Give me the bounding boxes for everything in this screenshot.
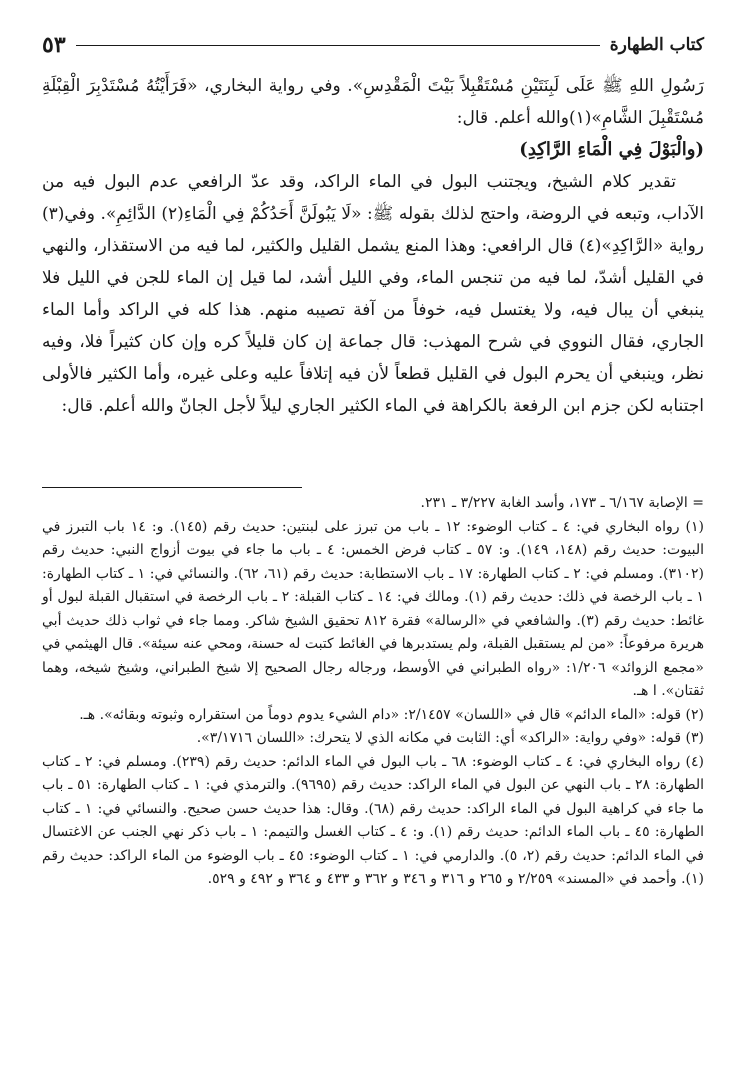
footnote-carryover: = الإصابة ٦/١٦٧ ـ ١٧٣، وأسد الغابة ٣/٢٢٧ ـ ٢٣١. [420,495,704,511]
paragraph-2: تقدير كلام الشيخ، ويجتنب البول في الماء الراكد، وقد عدّ الرافعي عدم البول فيه من الآداب، وتبعه في الروضة، واحتج لذلك بقوله ﷺ: «لَا يَبُولَنَّ أَحَدُكُمْ فِي الْمَاءِ(٢) الدَّائِمِ». وفي(٣) رواية «الرَّاكِدِ»(٤) قال الرافعي: وهذا المنع يشمل القليل والكثير، لما فيه من الاستقذار، والنهي في القليل أشدّ، لما فيه من تنجس الماء، وفي الليل أشد، لما قيل إن الماء للجن في الليل فلا ينبغي أن يبال فيه، ولا يغتسل فيه، خوفاً من آفة تصيبه منهم. هذا كله في الراكد وأما الماء الجاري، فقال النووي في شرح المهذب: قال جماعة إن كان قليلاً كره وإن كان كثيراً فلا، وفيه نظر، وينبغي أن يحرم البول في القليل قطعاً لأن فيه إتلافاً عليه وعلى غيره، وأما الكثير فالأولى اجتنابه لكن جزم ابن الرفعة بالكراهة في الماء الكثير الجاري ليلاً لأجل الجانّ والله أعلم. قال: [42,172,704,416]
footnote-4: (٤) رواه البخاري في: ٤ ـ كتاب الوضوء: ٦٨ ـ باب البول في الماء الدائم: حديث رقم (٢٣٩). ومسلم في: ٢ ـ كتاب الطهارة: ٢٨ ـ باب النهي عن البول في الماء الراكد: حديث رقم (٩٦٩٥). والترمذي في: ١ ـ كتاب الطهارة: ٥١ ـ باب ما جاء في كراهية البول في الماء الراكد: حديث رقم (٦٨). وقال: هذا حديث حسن صحيح. والنسائي في: ١ ـ كتاب الطهارة: ٤٥ ـ باب الماء الدائم: حديث رقم (١). و: ٤ ـ كتاب الغسل والتيمم: ١ ـ باب ذكر نهي الجنب عن الاغتسال في الماء الدائم: حديث رقم (٢، ٥). والدارمي في: ١ ـ كتاب الوضوء: ٤٥ ـ باب الوضوء من الماء الراكد: حديث رقم (١). وأحمد في «المسند» ٢/٢٥٩ و ٢٦٥ و ٣١٦ و ٣٤٦ و ٣٦٢ و ٤٣٣ و ٣٦٤ و ٤٩٢ و ٥٢٩. [42,753,705,887]
footnote-separator [42,487,302,488]
footnotes [42,492,704,892]
footnote-1: (١) رواه البخاري في: ٤ ـ كتاب الوضوء: ١٢ ـ باب من تبرز على لبنتين: حديث رقم (١٤٥). و: ١٤ باب التبرز في البيوت: حديث رقم (١٤٨، ١٤٩). و: ٥٧ ـ كتاب فرض الخمس: ٤ ـ باب ما جاء في بيوت أزواج النبي: حديث رقم (٣١٠٢). ومسلم في: ٢ ـ كتاب الطهارة: ١٧ ـ باب الاستطابة: حديث رقم (٦١، ٦٢). والنسائي في: ١ ـ كتاب الطهارة: ١ ـ باب الرخصة في ذلك: حديث رقم (١). ومالك في: ١٤ ـ كتاب القبلة: ٢ ـ باب الرخصة في استقبال القبلة لبول أو غائط: حديث رقم (٣). والشافعي في «الرسالة» فقرة ٨١٢ تحقيق الشيخ شاكر. ومما جاء في ثواب ذلك حديث أبي هريرة مرفوعاً: «من لم يستقبل القبلة، ولم يستدبرها في الغائط كتبت له حسنة، ومحي عنه سيئة». قال الهيثمي في «مجمع الزوائد» ١/٢٠٦: «رواه الطبراني في الأوسط، ورجاله رجال الصحيح إلا شيخ الطبراني، وشيخ شيخه، وهما ثقتان». ا هـ. [42,518,705,699]
page-number: ٥٣ [42,32,66,58]
main-text [42,70,704,422]
chapter-title: كتاب الطهارة [609,35,704,55]
footnote-3: (٣) قوله: «وفي رواية: «الراكد» أي: الثابت في مكانه الذي لا يتحرك: «اللسان ٣/١٧١٦». [196,730,704,746]
paragraph-1: رَسُولِ اللهِ ﷺ عَلَى لَبِنَتَيْنِ مُسْتَقْبِلاً بَيْتَ الْمَقْدِسِ». وفي رواية البخاري، «فَرَأَيْتُهُ مُسْتَدْبِرَ الْقِبْلَةِ مُسْتَقْبِلَ الشَّامِ»(١)والله أعلم. قال: [42,76,704,128]
running-header [42,30,704,60]
header-rule [76,45,600,46]
footnote-2: (٢) قوله: «الماء الدائم» قال في «اللسان» ٢/١٤٥٧: «دام الشيء يدوم دوماً من استقراره وثبوته وبقائه». هـ. [79,706,704,723]
section-heading: (والْبَوْلَ فِي الْمَاءِ الرَّاكِدِ) [519,139,704,160]
